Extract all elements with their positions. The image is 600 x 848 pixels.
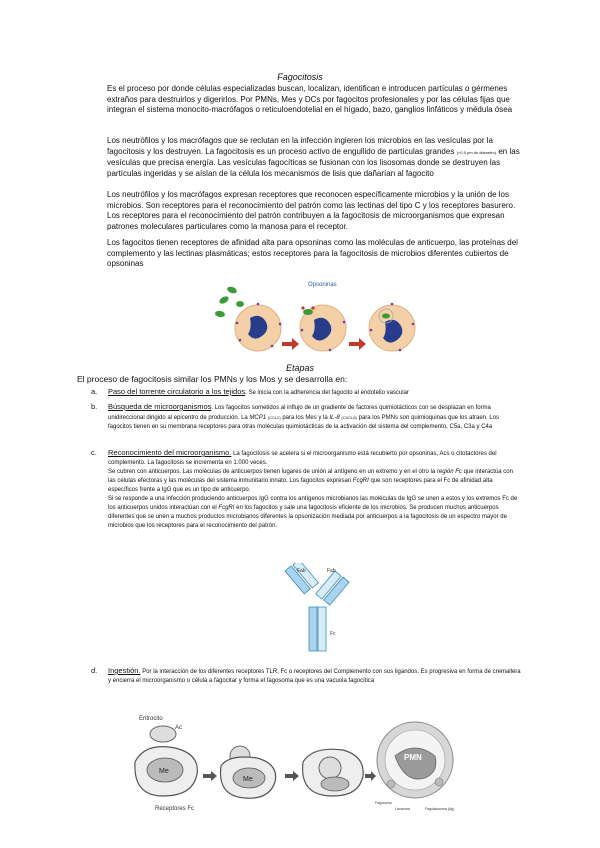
macrophage-1 — [135, 747, 197, 796]
lysosome-label: Lisosoma — [395, 807, 410, 811]
step-text: Se cubren con anticuerpos. Las moléculas de anticuerpos tienen lugares de unión al antígeno en un extremo y en el otro la — [108, 469, 436, 475]
macrophage-2 — [221, 746, 276, 798]
antibody-label: Ac — [175, 725, 183, 731]
erythrocyte-label: Eritrocito — [139, 716, 163, 722]
fc-region-term: región Fc — [436, 469, 462, 475]
fc-label: Fc — [330, 631, 336, 637]
pmn-label: PMN — [404, 753, 422, 762]
document-title: Fagocitosis — [277, 72, 323, 82]
size-note: (>0,5 μm de diámetro) — [456, 149, 497, 155]
antibody-fc — [309, 607, 326, 651]
step-text: . Los fagocitos sometidos al influjo de un gradiente de factores quimiotácticos con se desplazan en forma unidireccional dirigido al epicentro de producción. La — [108, 405, 491, 421]
step-text: La fagocitosis se acelera si el microorganismo está recubierto por opsoninas, Acs o citotactores del complemento. La fagocitosis se incrementa en 1.000 veces. — [108, 451, 497, 466]
step-text: en los fagocitos y sale una fagocitosis eficiente de los microbios. Se producen muchos anticuerpos diferentes que se unen a muchos productos microbianos diferentes la opsonización mediada por anticuerpos a la fagocitosis de un espectro mayor de microbios que los receptores para el reconocimiento del patrón. — [108, 505, 507, 529]
antibody-fab-right — [316, 571, 349, 605]
step-text: para los PMNs son quimioquinas que los atraen. Los fagocitos tienen en su membrana receptores para otras moléculas quimiotácticas de la activación del sistema del complemento, C5a, C3a y C4a — [108, 415, 500, 430]
opsonins-label: Opsoninas — [308, 282, 337, 288]
paragraph-definition: Es el proceso por donde células especializadas buscan, localizan, identifican e introducen partículas o gérmenes extraños para destruirlos y digerirlos. Por PMNs, Mes y DCs por fagocitos profesionales y por las células fijas que integran el sistema monocito-macrófagos o reticuloendotelial en el hígado, bazo, ganglios linfáticos y médula ósea — [107, 84, 513, 115]
phagolysosome-label: Fagolisosoma (Ag) — [425, 807, 455, 811]
step-text: que son receptores para el Fc de afinidad alta específicos frente a IgG que es un tipo de anticuerpo. — [108, 478, 493, 493]
list-marker: c. — [91, 448, 97, 457]
erythrocyte — [150, 726, 176, 742]
step-heading: Búsqueda de microorganismos — [108, 402, 212, 411]
list-item — [91, 666, 521, 686]
list-marker: b. — [91, 402, 98, 411]
ingestion-figure — [125, 712, 460, 812]
stages-heading: Etapas — [285, 363, 315, 373]
pmn-cell — [377, 722, 453, 798]
fab-label: Fab — [327, 568, 336, 574]
chemokine-subscript: (CXCL8) — [341, 415, 357, 420]
list-item — [91, 387, 521, 398]
fab-label: Fab — [297, 568, 306, 574]
step-heading: Paso del torrente circulatorio a los tejidos — [108, 387, 246, 396]
paragraph-text: Los neutrófilos y los macrófagos que se reclutan en la infección ingieren los microbios en las vesículas por la fagocitosis y los destruyen. La fagocitosis es un proceso activo de engullido de partículas grandes — [107, 136, 493, 156]
paragraph-receptors: Los neutrófilos y los macrófagos expresan receptores que reconocen específicamente microbios y la unión de los microbios. Son receptores para el reconocimiento del patrón como las lectinas del tipo C y los receptores basurero. Los receptores para el reconocimiento del patrón contribuyen a la fagocitosis de microorganismos que expresan patrones moleculares particulares como la manosa para el receptor. — [107, 190, 516, 231]
list-marker: a. — [91, 387, 98, 396]
stages-intro: El proceso de fagocitosis similar los PMNs y los Mos y se desarrolla en: — [77, 374, 348, 384]
antibody-figure — [275, 563, 360, 655]
list-marker: d. — [91, 666, 98, 675]
step-text: para los Mes y la — [282, 415, 328, 421]
macrophage-3 — [303, 749, 364, 796]
fcgri-term: FcgRI — [218, 505, 235, 511]
paragraph-text: en las vesículas que precisa energía. Las vesículas fagocíticas se fusionan con los lisosomas donde se destruyen las partículas ingeridas y se aíslan de la célula los mecanismos de lisis que dañarían al fagocito — [107, 146, 520, 178]
macrophage-label: Me — [159, 768, 169, 775]
step-heading: Reconocimiento del microorganismo. — [108, 448, 232, 457]
fc-receptors-label: Receptores Fc — [155, 806, 195, 812]
arrow-icon — [365, 771, 376, 781]
step-heading: Ingestión. — [108, 666, 141, 675]
fcgri-term: FcgRI — [352, 478, 369, 484]
step-text: Por la interacción de los diferentes receptores TLR, Fc o receptores del Complemento con sus ligandos. Es progresiva en forma de cremallera y encierra el microorganismo o célula a fagocitar y forma el fagosoma que es una vacuola fagocítica — [108, 669, 521, 684]
microbes-free — [215, 285, 244, 317]
chemokine-subscript: (CCL2) — [267, 415, 281, 420]
step-text: que interactúa con las células efectoras y las moléculas del sistema inmunitario innato. Los fagocitos expresan — [108, 469, 513, 484]
chemokine-mcp1: MCP1 — [249, 415, 267, 421]
opsonization-figure — [210, 278, 420, 356]
macrophage-label: Me — [243, 776, 253, 783]
phagocyte-cell-3 — [369, 305, 415, 351]
phagosome-label: Fagosoma — [375, 801, 392, 805]
step-text: Si se responde a una infección produciendo anticuerpos IgG contra los antígenos microbianos las moléculas de IgG se unen a estos y los extremos Fc de los anticuerpos unidos interactúan con el — [108, 496, 518, 511]
list-item — [91, 448, 521, 531]
list-item — [91, 402, 521, 432]
paragraph-opsonins: Los fagocitos tienen receptores de afinidad alta para opsoninas como las moléculas de anticuerpo, las proteínas del complemento y las lectinas plasmáticas; estos receptores para la fagocitosis de microbios diferentes cubiertos de opsoninas — [107, 238, 518, 269]
step-text: . Se inicia con la adherencia del fagocito al endotelio vascular — [245, 390, 409, 396]
chemokine-il8: IL-8 — [329, 415, 340, 421]
phagocyte-cell-1 — [235, 305, 281, 351]
paragraph-phagocytosis-process — [107, 136, 522, 179]
phagocyte-cell-2 — [300, 305, 346, 351]
